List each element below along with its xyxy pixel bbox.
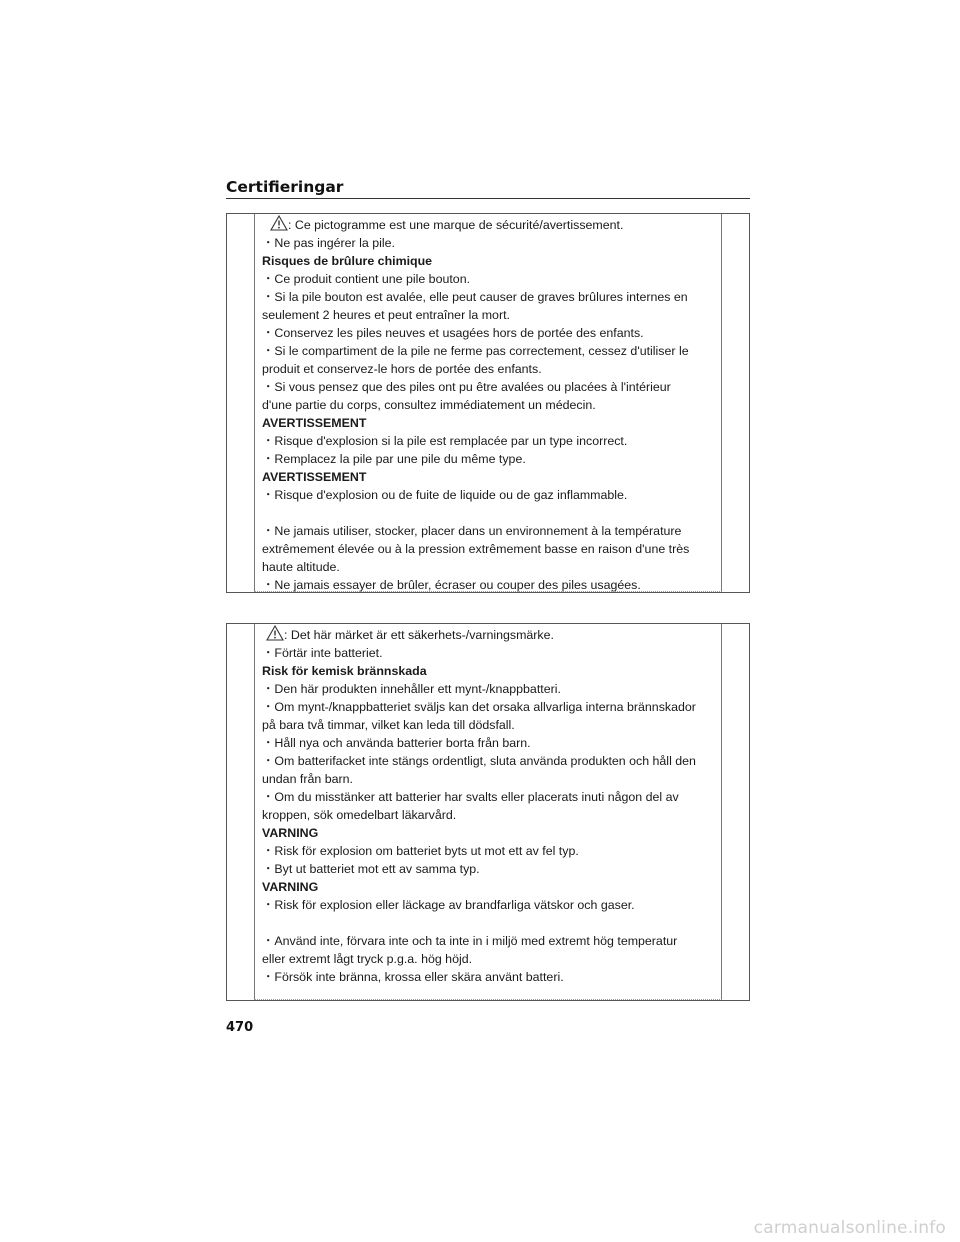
line-text: ・Ne jamais essayer de brûler, écraser ou couper des piles usagées. <box>262 578 641 592</box>
warning-line <box>262 644 714 662</box>
line-text: VARNING <box>262 880 319 894</box>
section-title: Certifieringar <box>226 178 344 196</box>
line-text: ・Si le compartiment de la pile ne ferme pas correctement, cessez d'utiliser le <box>262 344 689 358</box>
warning-line <box>262 215 714 234</box>
line-text: ・Si la pile bouton est avalée, elle peut causer de graves brûlures internes en <box>262 290 688 304</box>
line-text: ・Förtär inte batteriet. <box>262 646 383 660</box>
left-margin-line <box>254 624 255 1000</box>
warning-line <box>262 698 714 716</box>
french-warning-text <box>262 215 714 594</box>
line-text: kroppen, sök omedelbart läkarvård. <box>262 808 457 822</box>
line-text: ・Ne jamais utiliser, stocker, placer dans un environnement à la température <box>262 524 682 538</box>
line-text: ・Om du misstänker att batterier har svalts eller placerats inuti någon del av <box>262 790 679 804</box>
line-text: ・Ne pas ingérer la pile. <box>262 236 395 250</box>
line-text: ・Byt ut batteriet mot ett av samma typ. <box>262 862 480 876</box>
line-text: ・Risque d'explosion ou de fuite de liquide ou de gaz inflammable. <box>262 488 628 502</box>
warning-triangle-icon <box>266 625 284 641</box>
warning-line <box>262 896 714 914</box>
warning-line <box>262 378 714 396</box>
line-text: ・Om mynt-/knappbatteriet sväljs kan det orsaka allvarliga interna brännskador <box>262 700 696 714</box>
line-text: Risques de brûlure chimique <box>262 254 433 268</box>
warning-heading <box>262 824 714 842</box>
warning-line <box>262 270 714 288</box>
line-text: på bara två timmar, vilket kan leda till dödsfall. <box>262 718 515 732</box>
section-header <box>226 178 750 199</box>
warning-heading <box>262 414 714 432</box>
line-text: ・Ce produit contient une pile bouton. <box>262 272 471 286</box>
warning-heading <box>262 252 714 270</box>
watermark[interactable]: carmanualsonline.info <box>753 1218 946 1238</box>
warning-line <box>262 486 714 504</box>
bottom-dotted-line <box>254 999 722 1000</box>
warning-triangle-icon <box>270 215 288 231</box>
warning-line <box>262 396 714 414</box>
line-text: Risk för kemisk brännskada <box>262 664 427 678</box>
line-text: ・Använd inte, förvara inte och ta inte in i miljö med extremt hög temperatur <box>262 934 678 948</box>
line-text: ・Risque d'explosion si la pile est remplacée par un type incorrect. <box>262 434 628 448</box>
line-text: ・Risk för explosion om batteriet byts ut mot ett av fel typ. <box>262 844 579 858</box>
warning-line <box>262 932 714 950</box>
warning-line <box>262 342 714 360</box>
warning-line <box>262 680 714 698</box>
warning-line <box>262 558 714 576</box>
warning-line <box>262 806 714 824</box>
line-text: : Ce pictogramme est une marque de sécurité/avertissement. <box>288 218 624 232</box>
warning-line <box>262 968 714 986</box>
warning-line <box>262 324 714 342</box>
page-number: 470 <box>226 1020 254 1035</box>
line-text: d'une partie du corps, consultez immédiatement un médecin. <box>262 398 596 412</box>
blank-line <box>262 504 714 522</box>
bottom-dotted-line <box>254 591 722 592</box>
warning-line <box>262 842 714 860</box>
warning-line <box>262 752 714 770</box>
warning-heading <box>262 468 714 486</box>
line-text: ・Den här produkten innehåller ett mynt-/knappbatteri. <box>262 682 561 696</box>
line-text: VARNING <box>262 826 319 840</box>
line-text: AVERTISSEMENT <box>262 416 367 430</box>
line-text: ・Försök inte bränna, krossa eller skära använt batteri. <box>262 970 564 984</box>
warning-heading <box>262 662 714 680</box>
warning-line <box>262 234 714 252</box>
warning-line <box>262 288 714 306</box>
french-warning-box <box>226 213 750 593</box>
blank-line <box>262 914 714 932</box>
warning-line <box>262 432 714 450</box>
line-text: extrêmement élevée ou à la pression extrêmement basse en raison d'une très <box>262 542 690 556</box>
line-text: ・Om batterifacket inte stängs ordentligt, sluta använda produkten och håll den <box>262 754 696 768</box>
line-text: haute altitude. <box>262 560 340 574</box>
warning-line <box>262 360 714 378</box>
right-margin-line <box>721 214 722 592</box>
warning-line <box>262 770 714 788</box>
warning-line <box>262 450 714 468</box>
warning-line <box>262 734 714 752</box>
right-margin-line <box>721 624 722 1000</box>
line-text: seulement 2 heures et peut entraîner la mort. <box>262 308 510 322</box>
line-text: undan från barn. <box>262 772 353 786</box>
warning-line <box>262 716 714 734</box>
line-text: ・Håll nya och använda batterier borta från barn. <box>262 736 531 750</box>
warning-heading <box>262 878 714 896</box>
line-text: ・Remplacez la pile par une pile du même type. <box>262 452 526 466</box>
left-margin-line <box>254 214 255 592</box>
warning-line <box>262 788 714 806</box>
line-text: ・Risk för explosion eller läckage av brandfarliga vätskor och gaser. <box>262 898 635 912</box>
warning-line <box>262 522 714 540</box>
line-text: ・Si vous pensez que des piles ont pu être avalées ou placées à l'intérieur <box>262 380 671 394</box>
swedish-warning-text <box>262 625 714 986</box>
warning-line <box>262 306 714 324</box>
warning-line <box>262 950 714 968</box>
line-text: eller extremt lågt tryck p.g.a. hög höjd. <box>262 952 473 966</box>
line-text: AVERTISSEMENT <box>262 470 367 484</box>
warning-line <box>262 540 714 558</box>
warning-line <box>262 625 714 644</box>
warning-line <box>262 860 714 878</box>
line-text: ・Conservez les piles neuves et usagées hors de portée des enfants. <box>262 326 644 340</box>
line-text: produit et conservez-le hors de portée des enfants. <box>262 362 542 376</box>
swedish-warning-box <box>226 623 750 1001</box>
line-text: : Det här märket är ett säkerhets-/varningsmärke. <box>284 628 554 642</box>
